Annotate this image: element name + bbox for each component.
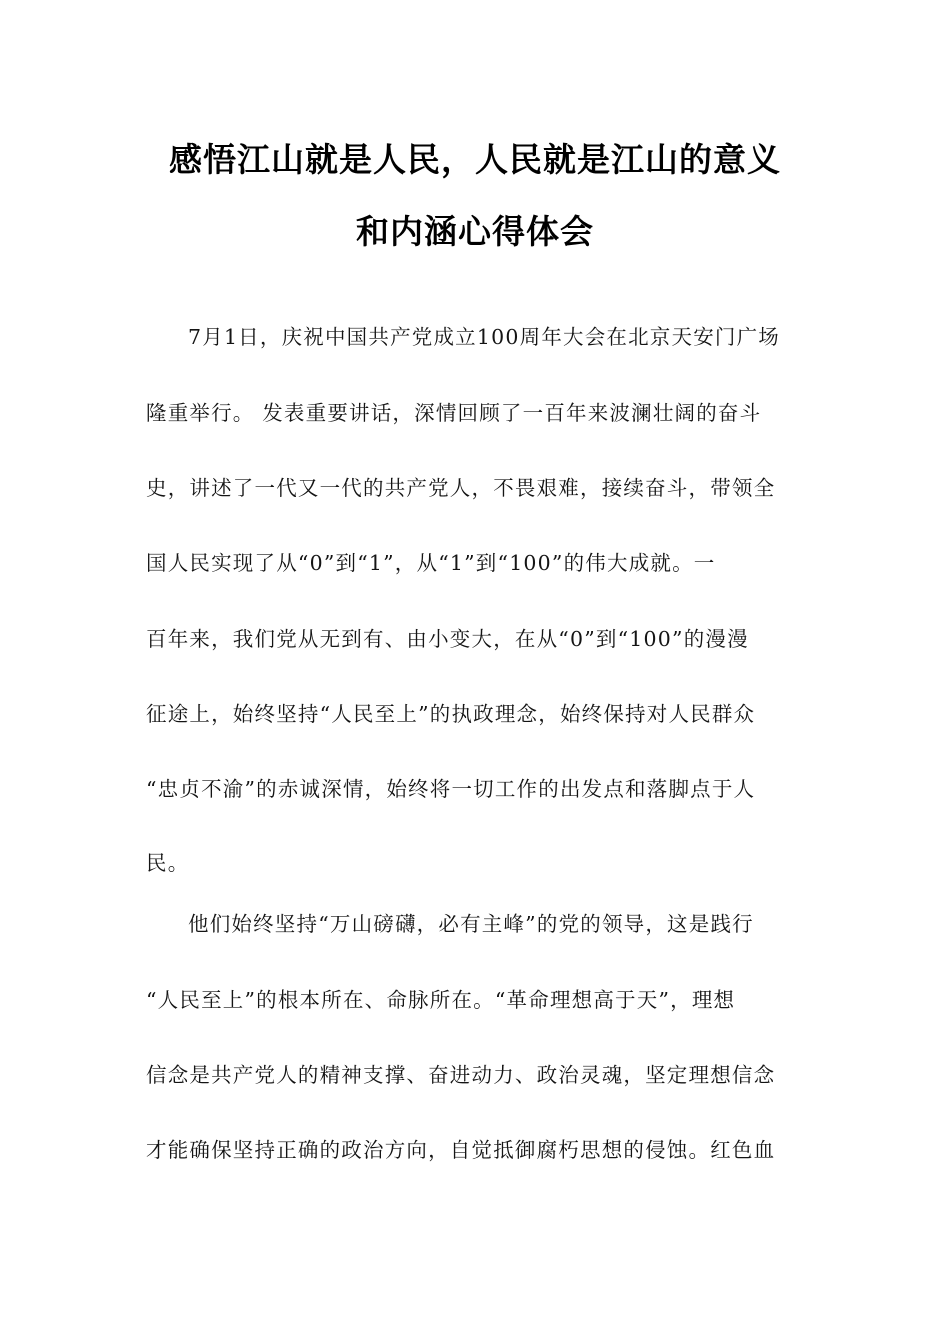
paragraph-line: 民。 [146,851,190,875]
paragraph-line: 征途上，始终坚持“人民至上”的执政理念，始终保持对人民群众 [146,702,756,726]
paragraph-line: 7月1日，庆祝中国共产党成立100周年大会在北京天安门广场 [188,325,781,349]
paragraph-line: 隆重举行。 发表重要讲话，深情回顾了一百年来波澜壮阔的奋斗 [146,401,762,425]
document-title-line-1: 感悟江山就是人民，人民就是江山的意义 [169,140,781,179]
paragraph-line: “人民至上”的根本所在、命脉所在。“革命理想高于天”，理想 [146,988,736,1012]
paragraph-line: 国人民实现了从“0”到“1”，从“1”到“100”的伟大成就。一 [146,551,716,575]
paragraph-line: 才能确保坚持正确的政治方向，自觉抵御腐朽思想的侵蚀。红色血 [146,1138,776,1162]
paragraph-line: 史，讲述了一代又一代的共产党人，不畏艰难，接续奋斗，带领全 [146,476,776,500]
document-title-line-2: 和内涵心得体会 [356,212,594,251]
paragraph-line: 百年来，我们党从无到有、由小变大，在从“0”到“100”的漫漫 [146,627,749,651]
paragraph-line: 信念是共产党人的精神支撑、奋进动力、政治灵魂，坚定理想信念 [146,1063,776,1087]
paragraph-line: “忠贞不渝”的赤诚深情，始终将一切工作的出发点和落脚点于人 [146,777,756,801]
paragraph-line: 他们始终坚持“万山磅礴，必有主峰”的党的领导，这是践行 [188,912,754,936]
